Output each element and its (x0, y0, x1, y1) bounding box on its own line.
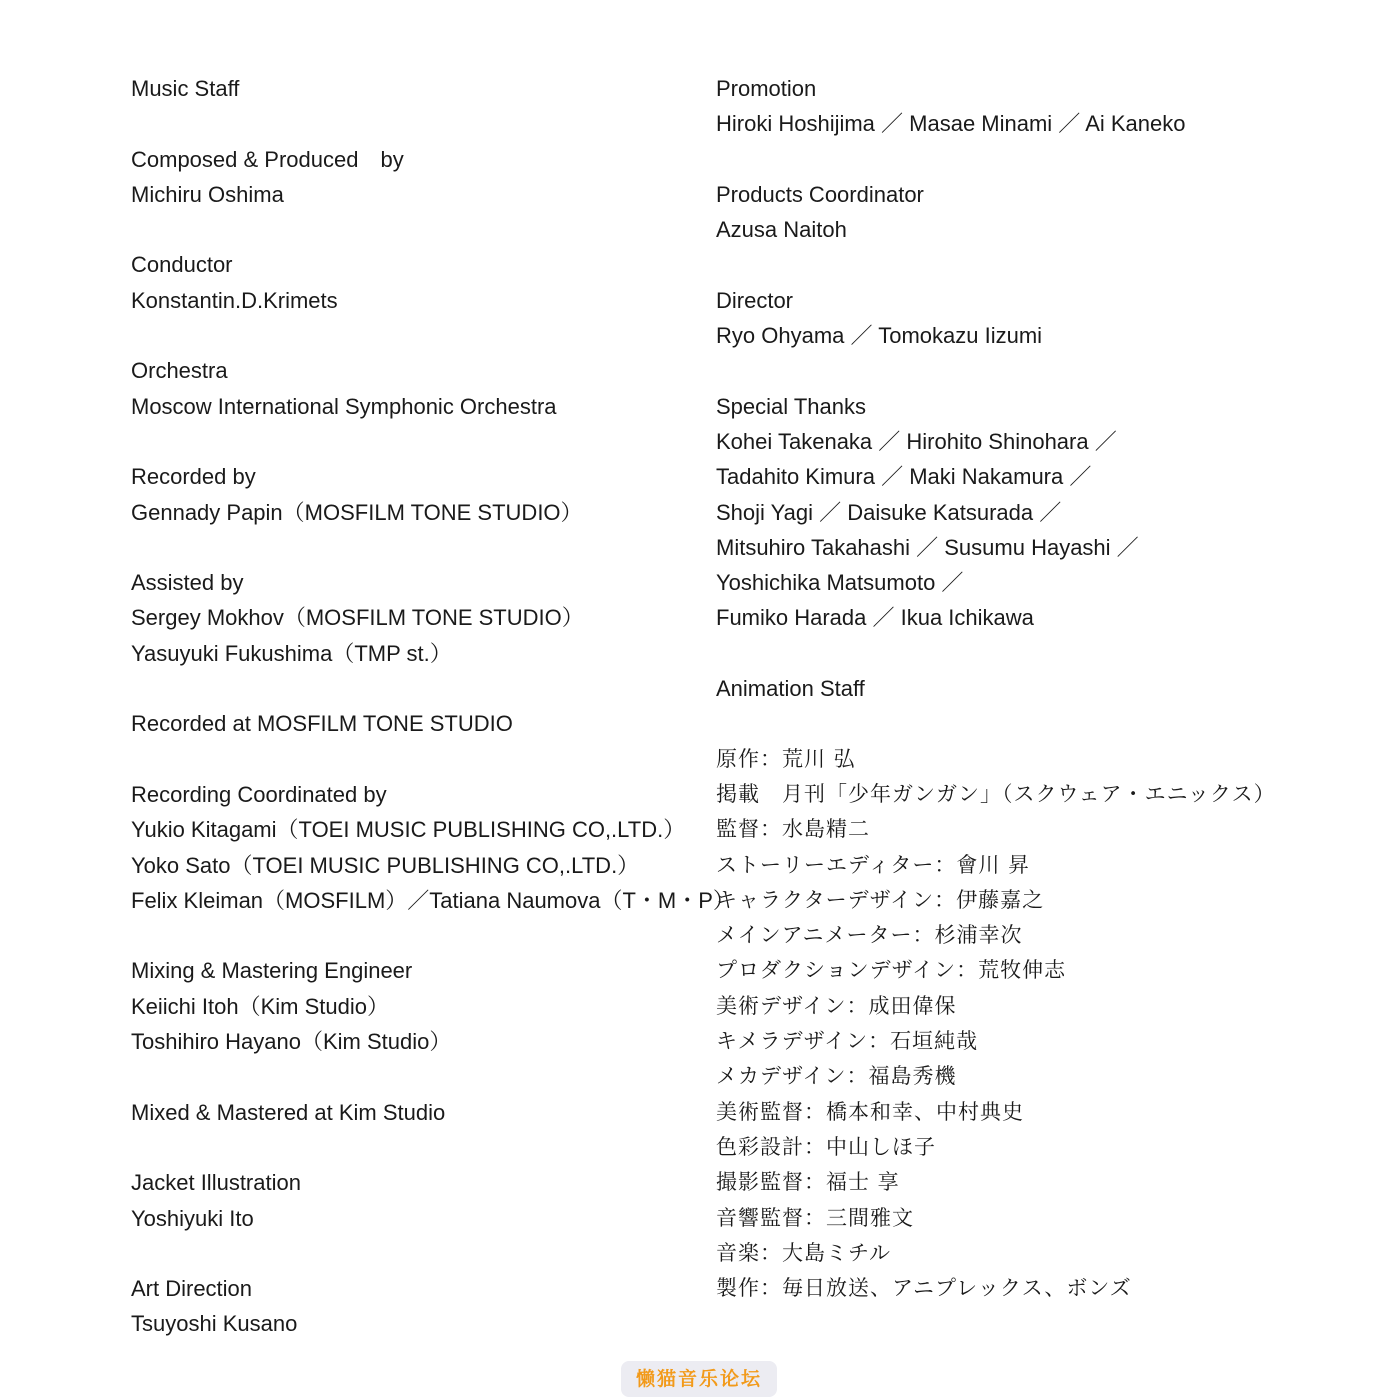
animation-credit: キャラクターデザイン：伊藤嘉之 (716, 887, 1045, 912)
animation-credit: 製作：毎日放送、アニプレックス、ボンズ (716, 1276, 1132, 1301)
animation-credit: 音響監督：三間雅文 (716, 1205, 914, 1230)
credit-role: Products Coordinator (716, 181, 924, 207)
credit-name: Azusa Naitoh (716, 217, 847, 243)
credit-role: Composed & Produced by (131, 146, 404, 172)
animation-credit: 美術監督：橋本和幸、中村典史 (716, 1099, 1024, 1124)
credit-name: Tsuyoshi Kusano (131, 1311, 298, 1337)
credit-name: Shoji Yagi ／ Daisuke Katsurada ／ (716, 499, 1062, 525)
animation-credit: 美術デザイン：成田偉保 (716, 993, 957, 1018)
credit-role: Mixed & Mastered at Kim Studio (131, 1099, 446, 1125)
credit-role: Assisted by (131, 570, 244, 596)
spacer (716, 353, 1356, 388)
credit-role: Conductor (131, 252, 233, 278)
section-heading-animation-staff: Animation Staff (716, 676, 865, 702)
credit-name: Yoshichika Matsumoto ／ (716, 570, 964, 596)
spacer (131, 742, 691, 777)
credit-name: Konstantin.D.Krimets (131, 287, 338, 313)
credit-role: Director (716, 287, 794, 313)
credit-role: Special Thanks (716, 393, 867, 419)
animation-credit: ストーリーエディター：會川 昇 (716, 852, 1030, 877)
animation-credit: プロダクションデザイン：荒牧伸志 (716, 958, 1067, 983)
spacer (131, 1130, 691, 1165)
credit-name: Tadahito Kimura ／ Maki Nakamura ／ (716, 464, 1092, 490)
spacer (716, 706, 1356, 741)
credit-name: Keiichi Itoh（Kim Studio） (131, 993, 389, 1019)
credit-name: Gennady Papin（MOSFILM TONE STUDIO） (131, 499, 583, 525)
animation-credit: 原作：荒川 弘 (716, 746, 856, 771)
spacer (131, 671, 691, 706)
animation-credit: 撮影監督：福士 享 (716, 1170, 900, 1195)
credit-name: Yoshiyuki Ito (131, 1205, 254, 1231)
spacer (131, 212, 691, 247)
section-heading-music-staff: Music Staff (131, 76, 240, 101)
credit-name: Sergey Mokhov（MOSFILM TONE STUDIO） (131, 605, 584, 631)
credit-name: Toshihiro Hayano（Kim Studio） (131, 1029, 452, 1055)
credit-role: Art Direction (131, 1276, 253, 1302)
credit-role: Promotion (716, 76, 817, 101)
credit-name: Hiroki Hoshijima ／ Masae Minami ／ Ai Kaneko (716, 111, 1186, 137)
credit-name: Moscow International Symphonic Orchestra (131, 393, 557, 419)
forum-watermark: 懒猫音乐论坛 (621, 1361, 777, 1397)
spacer (716, 142, 1356, 177)
spacer (131, 424, 691, 459)
credit-name: Ryo Ohyama ／ Tomokazu Iizumi (716, 323, 1043, 349)
credit-role: Recorded at MOSFILM TONE STUDIO (131, 711, 513, 737)
credit-role: Mixing & Mastering Engineer (131, 958, 413, 984)
spacer (716, 636, 1356, 671)
credit-name: Kohei Takenaka ／ Hirohito Shinohara ／ (716, 428, 1117, 454)
credit-role: Recorded by (131, 464, 256, 490)
animation-credit: 音楽：大島ミチル (716, 1240, 891, 1265)
animation-credit: 監督：水島精二 (716, 817, 870, 842)
credit-name: Felix Kleiman（MOSFILM）／Tatiana Naumova（T・M・P） (131, 887, 735, 913)
credit-name: Yasuyuki Fukushima（TMP st.） (131, 640, 452, 666)
credit-name: Fumiko Harada ／ Ikua Ichikawa (716, 605, 1034, 631)
credit-role: Orchestra (131, 358, 228, 384)
credit-role: Jacket Illustration (131, 1170, 301, 1196)
spacer (131, 530, 691, 565)
credit-role: Recording Coordinated by (131, 781, 387, 807)
credit-name: Yukio Kitagami（TOEI MUSIC PUBLISHING CO,.LTD.） (131, 817, 686, 843)
spacer (131, 106, 691, 141)
animation-credit: 掲載 月刊「少年ガンガン」（スクウェア・エニックス） (716, 781, 1276, 806)
animation-credit: キメラデザイン：石垣純哉 (716, 1029, 979, 1054)
animation-credit: 色彩設計：中山しほ子 (716, 1134, 936, 1159)
spacer (131, 318, 691, 353)
credit-name: Mitsuhiro Takahashi ／ Susumu Hayashi ／ (716, 534, 1139, 560)
animation-credit: メインアニメーター：杉浦幸次 (716, 923, 1023, 948)
credit-name: Michiru Oshima (131, 181, 284, 207)
credit-name: Yoko Sato（TOEI MUSIC PUBLISHING CO,.LTD.） (131, 852, 640, 878)
animation-credit: メカデザイン：福島秀機 (716, 1064, 957, 1089)
spacer (131, 918, 691, 953)
spacer (131, 1059, 691, 1094)
spacer (716, 247, 1356, 282)
credits-left-column (131, 71, 735, 1342)
spacer (131, 1236, 691, 1271)
credits-right-column (716, 71, 1356, 1306)
